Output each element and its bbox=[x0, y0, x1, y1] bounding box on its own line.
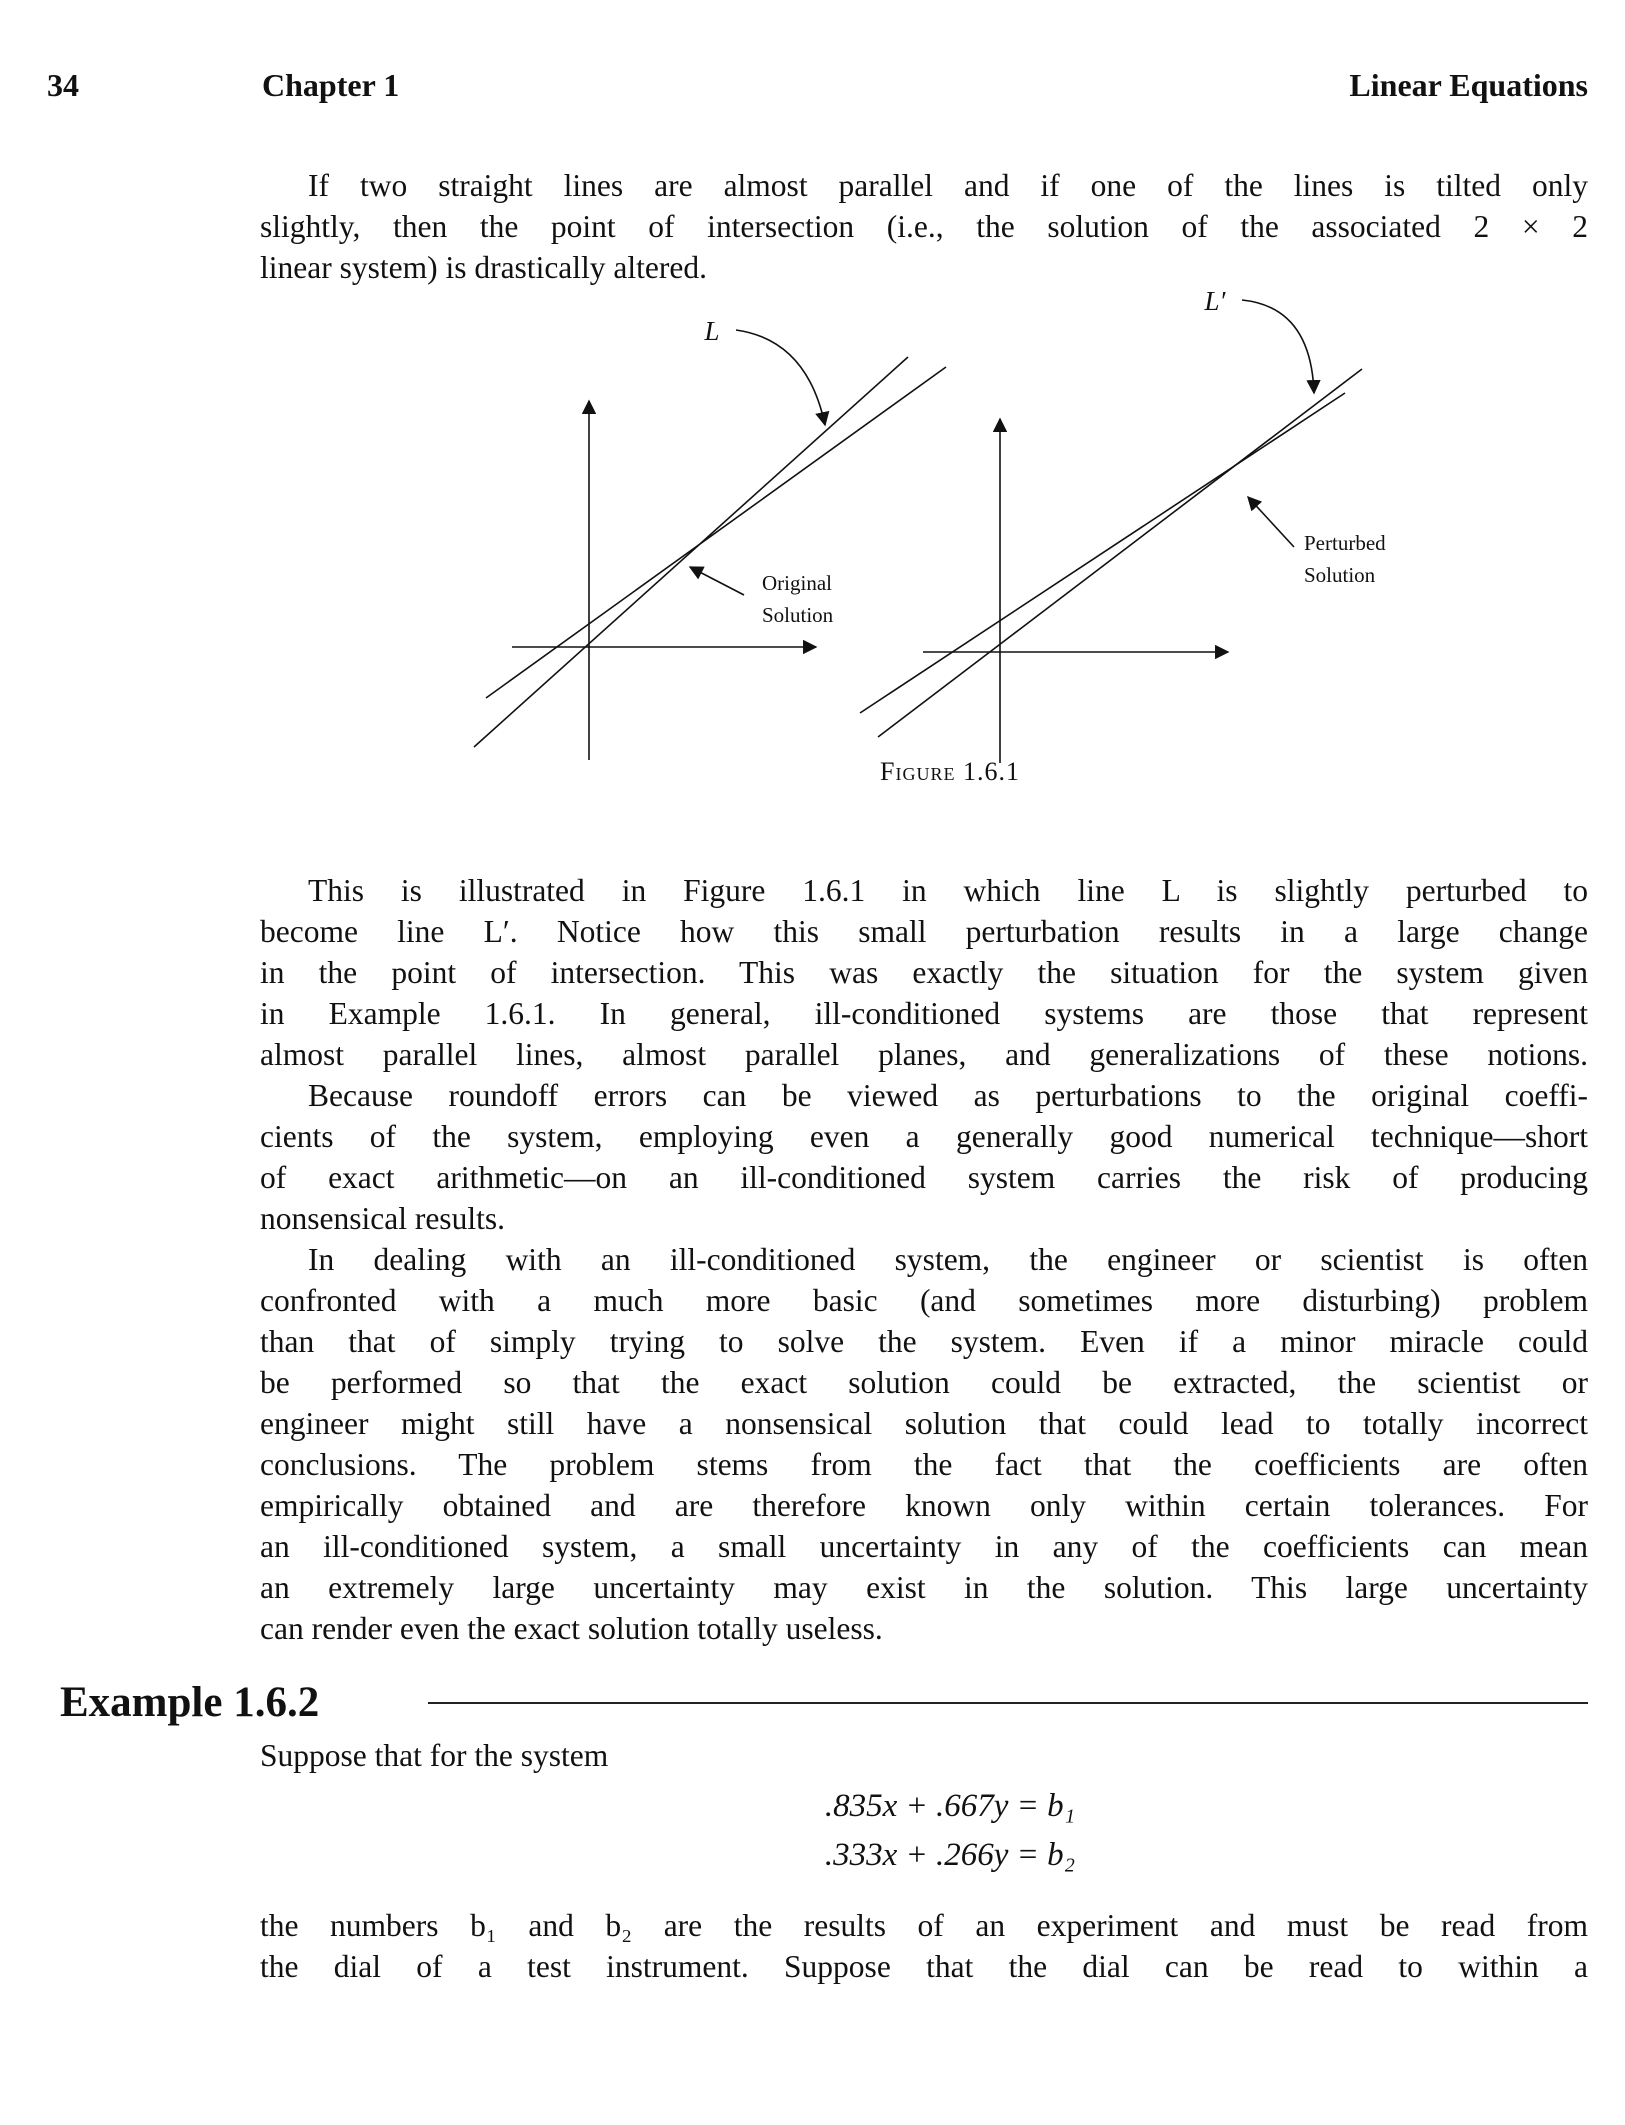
display-equations bbox=[260, 1782, 1625, 1880]
example-rule bbox=[428, 1702, 1588, 1704]
text-line: than that of simply trying to solve the system. Even if a minor miracle could bbox=[260, 1324, 1588, 1359]
page-number: 34 bbox=[47, 67, 79, 103]
figure-caption: Figure 1.6.1 bbox=[880, 757, 1020, 786]
text-line: nonsensical results. bbox=[260, 1201, 505, 1236]
original-solution-label-line2: Solution bbox=[762, 603, 834, 627]
L-prime-label-arrow bbox=[1242, 300, 1314, 393]
text-line: in the point of intersection. This was exactly the situation for the system given bbox=[260, 955, 1588, 990]
L-label: L bbox=[704, 316, 720, 346]
running-title: Linear Equations bbox=[1349, 67, 1588, 103]
paragraph-2 bbox=[260, 870, 1588, 1075]
text-line: slightly, then the point of intersection (i.e., the solution of the associated 2 × 2 bbox=[260, 209, 1588, 244]
original-solution-label-line1: Original bbox=[762, 571, 832, 595]
text-line: This is illustrated in Figure 1.6.1 in which line L is slightly perturbed to bbox=[308, 873, 1588, 908]
text-line: Because roundoff errors can be viewed as perturbations to the original coeffi- bbox=[308, 1078, 1588, 1113]
paragraph-5 bbox=[260, 1905, 1588, 1987]
example-heading: Example 1.6.2 bbox=[60, 1679, 320, 1726]
line-L bbox=[474, 357, 908, 747]
text-line: of exact arithmetic—on an ill-conditioned system carries the risk of producing bbox=[260, 1160, 1588, 1195]
text-line: an extremely large uncertainty may exist in the solution. This large uncertainty bbox=[260, 1570, 1588, 1605]
L-label-arrow bbox=[736, 330, 825, 425]
text-line: linear system) is drastically altered. bbox=[260, 250, 707, 285]
paragraph-3 bbox=[260, 1075, 1588, 1239]
text-line: the dial of a test instrument. Suppose that the dial can be read to within a bbox=[260, 1949, 1588, 1984]
equation-2: .333x + .266y = b₂ bbox=[824, 1837, 1076, 1873]
line-L-perturbed-companion bbox=[486, 367, 946, 698]
page-header bbox=[0, 64, 1625, 106]
right-panel bbox=[860, 300, 1362, 763]
L-prime-label: L′ bbox=[1204, 286, 1226, 316]
text-line: conclusions. The problem stems from the fact that the coefficients are often bbox=[260, 1447, 1588, 1482]
text-line: engineer might still have a nonsensical solution that could lead to totally incorrect bbox=[260, 1406, 1588, 1441]
original-solution-arrow bbox=[690, 567, 744, 595]
text-line: be performed so that the exact solution could be extracted, the scientist or bbox=[260, 1365, 1588, 1400]
text-line: almost parallel lines, almost parallel planes, and generalizations of these notions. bbox=[260, 1037, 1588, 1072]
example-intro: Suppose that for the system bbox=[260, 1738, 609, 1773]
text-line: confronted with a much more basic (and sometimes more disturbing) problem bbox=[260, 1283, 1588, 1318]
line-L-prime-companion bbox=[860, 393, 1345, 713]
text-line: cients of the system, employing even a generally good numerical technique—short bbox=[260, 1119, 1588, 1154]
equation-1: .835x + .667y = b₁ bbox=[824, 1788, 1076, 1824]
text-line: become line L′. Notice how this small perturbation results in a large change bbox=[260, 914, 1588, 949]
chapter-label: Chapter 1 bbox=[262, 67, 400, 103]
text-line: empirically obtained and are therefore known only within certain tolerances. For bbox=[260, 1488, 1588, 1523]
text-line: If two straight lines are almost parallel and if one of the lines is tilted only bbox=[308, 168, 1588, 203]
text-line: the numbers b₁ and b₂ are the results of an experiment and must be read from bbox=[260, 1908, 1588, 1943]
text-line: an ill-conditioned system, a small uncertainty in any of the coefficients can mean bbox=[260, 1529, 1588, 1564]
perturbed-solution-label-line2: Solution bbox=[1304, 563, 1376, 587]
text-line: in Example 1.6.1. In general, ill-conditioned systems are those that represent bbox=[260, 996, 1588, 1031]
text-line: can render even the exact solution totally useless. bbox=[260, 1611, 883, 1646]
perturbed-solution-label-line1: Perturbed bbox=[1304, 531, 1386, 555]
paragraph-4 bbox=[260, 1239, 1588, 1649]
text-line: In dealing with an ill-conditioned system, the engineer or scientist is often bbox=[308, 1242, 1588, 1277]
figure-1-6-1 bbox=[370, 215, 1460, 765]
line-L-prime bbox=[878, 369, 1362, 737]
perturbed-solution-arrow bbox=[1248, 497, 1294, 547]
left-panel bbox=[474, 330, 946, 760]
